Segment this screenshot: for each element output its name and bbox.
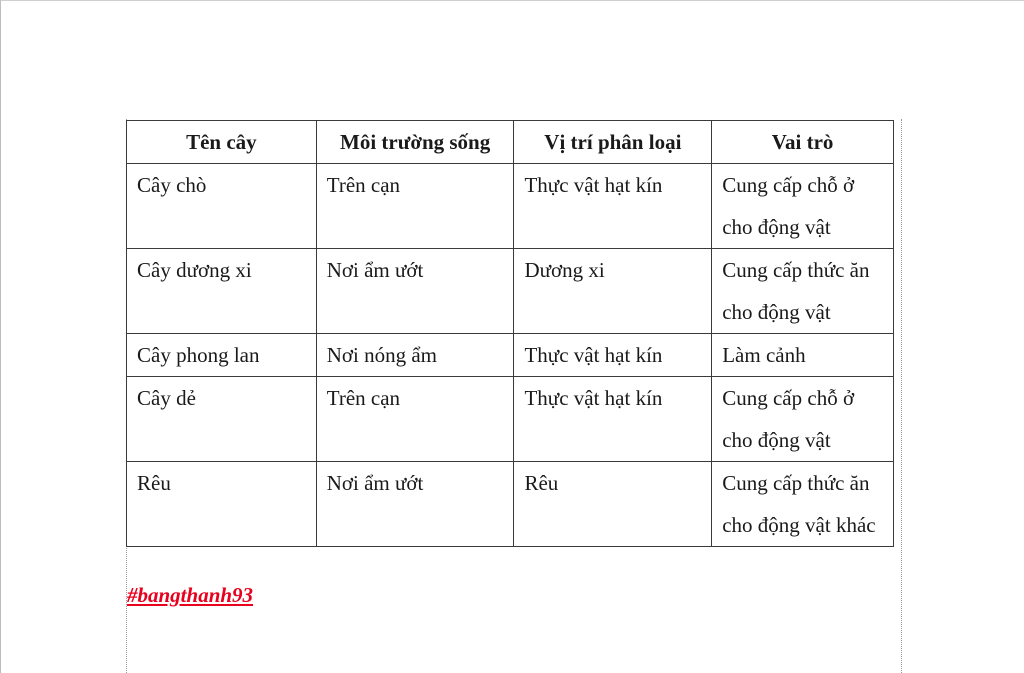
table-row — [127, 377, 894, 462]
table-cell: Dương xi — [514, 249, 712, 334]
header-ten-cay: Tên cây — [127, 121, 317, 164]
margin-guide-right — [901, 119, 902, 673]
header-vi-tri-phan-loai: Vị trí phân loại — [514, 121, 712, 164]
table-row — [127, 164, 894, 249]
header-vai-tro: Vai trò — [712, 121, 894, 164]
author-signature: #bangthanh93 — [127, 583, 254, 607]
table-cell: Trên cạn — [316, 377, 514, 462]
table-header-row — [127, 121, 894, 164]
table-cell: Thực vật hạt kín — [514, 377, 712, 462]
table-cell: Thực vật hạt kín — [514, 164, 712, 249]
table-cell: Trên cạn — [316, 164, 514, 249]
table-cell: Thực vật hạt kín — [514, 334, 712, 377]
table-cell: Làm cảnh — [712, 334, 894, 377]
table-cell: Cây dẻ — [127, 377, 317, 462]
table-cell: Cung cấp thức ăn cho động vật khác — [712, 462, 894, 547]
header-moi-truong-song: Môi trường sống — [316, 121, 514, 164]
table-cell: Cung cấp chỗ ở cho động vật — [712, 164, 894, 249]
table-cell: Nơi ẩm ướt — [316, 249, 514, 334]
table-cell: Cung cấp thức ăn cho động vật — [712, 249, 894, 334]
table-cell: Rêu — [127, 462, 317, 547]
table-cell: Rêu — [514, 462, 712, 547]
table-cell: Cung cấp chỗ ở cho động vật — [712, 377, 894, 462]
table-cell: Cây dương xi — [127, 249, 317, 334]
table-cell: Cây chò — [127, 164, 317, 249]
table-cell: Nơi nóng ẩm — [316, 334, 514, 377]
plant-table — [126, 120, 894, 547]
table-cell: Nơi ẩm ướt — [316, 462, 514, 547]
table-row — [127, 334, 894, 377]
table-row — [127, 249, 894, 334]
table-cell: Cây phong lan — [127, 334, 317, 377]
table-row — [127, 462, 894, 547]
